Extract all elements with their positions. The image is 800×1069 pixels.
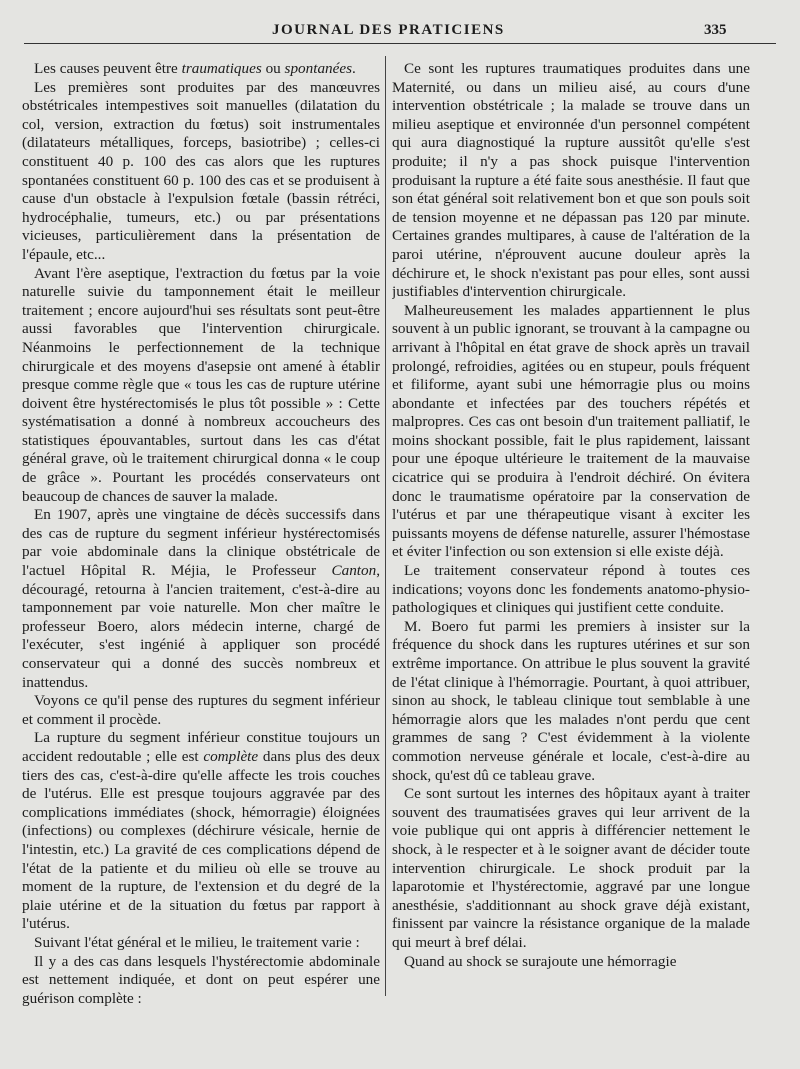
text-run: , découragé, retourna à l'ancien traitement, c'est-à-dire au tamponnement par voie naturelle. Mon cher maître le professeur Boero, alors médecin interne, chargé de l'exécuter, s'est ingénié à appliquer son procédé conservateur qui a donné des succès nombreux et inattendus. xyxy=(22,562,380,691)
emphasis-complete: complète xyxy=(203,747,259,765)
journal-title: JOURNAL DES PRATICIENS xyxy=(272,22,505,38)
text-run: En 1907, après une vingtaine de décès successifs dans des cas de rupture du segment inférieur hystérectomisés par voie abdominale dans la clinique obstétricale de l'actuel Hôpital R. Méjia, le Professeur xyxy=(22,506,380,580)
column-divider xyxy=(385,56,386,996)
text-run: La rupture du segment inférieur constitue toujours un accident redoutable ; elle est xyxy=(22,729,380,765)
paragraph-internes: Ce sont surtout les internes des hôpitaux ayant à traiter souvent des traumatisées graves qui leur arrivent de la voie publique qui ont appris à différencier nettement le shock, à le respecter et à le soigner avant de décider toute intervention chirurgicale. Le shock produit par la laparotomie et l'hystérectomie, aggravé par une longue anesthésie, s'additionnant au shock grave déjà existant, finissent par vaincre la résistance organique de la malade qui meurt à bref délai. xyxy=(392,785,750,951)
text-run: Les causes peuvent être xyxy=(34,60,182,77)
text-run: ou xyxy=(261,60,285,77)
paragraph-suivant: Suivant l'état général et le milieu, le traitement varie : xyxy=(34,933,360,951)
paragraph-ruptures-traumatiques: Ce sont les ruptures traumatiques produites dans une Maternité, ou dans un milieu aisé, au cours d'une intervention obstétricale ; la malade se trouve dans un milieu aseptique et environnée d'un personnel compétent qui aura diagnostiqué la rupture aussitôt qu'elle s'est produite; il n'y a pas shock puisque l'intervention produisant la rupture a été faite sous anesthésie. Il faut que son état général soit relativement bon et que son pouls soit de tension moyenne et ne dépassan pas 120 par minute. Certaines grandes multipares, à cause de l'altération de la paroi utérine, n'éprouvent aucune douleur après la déchirure et, le shock n'existant pas pour elles, sont aussi justifiables d'intervention chirurgicale. xyxy=(392,60,750,301)
paragraph-hysterectomie: Il y a des cas dans lesquels l'hystérectomie abdominale est nettement indiquée, et dont on peut espérer une guérison complète : xyxy=(22,952,380,1007)
right-column xyxy=(392,60,750,1010)
paragraph-rupture-segment xyxy=(22,729,380,934)
paragraph-malheureusement: Malheureusement les malades appartiennent le plus souvent à un public ignorant, se trouvant à la campagne ou arrivant à l'hôpital en état grave de shock après un travail prolongé, refroidies, agitées ou en stupeur, pouls fréquent et filiforme, ayant subi une hémorragie plus ou moins abondante et infectées par des touchers répétés et malpropres. Ces cas ont besoin d'un traitement palliatif, le moins shockant possible, fait le plus rapidement, laissant pour une époque ultérieure le traitement de la mauvaise cicatrice qui se produira à l'endroit déchiré. On évitera donc le traumatisme opératoire par la conservation de l'utérus et par une thérapeutique visant à exciter les puissants moyens de défense naturelle, assurer l'hémostase et éviter l'infection ou son extension si elle existe déjà. xyxy=(392,301,750,561)
left-column xyxy=(22,60,380,1010)
paragraph-premieres: Les premières sont produites par des manœuvres obstétricales intempestives soit manuelles (dilatation du col, version, extraction du fœtus) soit instrumentales (dilatateurs métalliques, forceps, basiotribe) ; celles-ci constituent 40 p. 100 des cas alors que les ruptures spontanées constituent 60 p. 100 des cas et se produisent à cause d'un obstacle à l'expulsion fœtale (bassin rétréci, hydrocéphalie, tumeurs, etc.) ou par présentations vicieuses, particulièrement dans la présentation de l'épaule, etc... xyxy=(22,78,380,263)
paragraph-traitement-conservateur: Le traitement conservateur répond à toutes ces indications; voyons donc les fondements anatomo-physio-pathologiques et cliniques qui justifient cette conduite. xyxy=(392,562,750,617)
text-run: . xyxy=(352,60,356,77)
paragraph-hemorragie: Quand au shock se surajoute une hémorragie xyxy=(404,952,677,970)
paragraph-1907 xyxy=(22,506,380,692)
emphasis-traumatiques: traumatiques xyxy=(181,60,262,77)
paragraph-boero-shock: M. Boero fut parmi les premiers à insister sur la fréquence du shock dans les ruptures utérines et sur son extrême importance. On attribue le plus souvent la gravité de l'état clinique à l'hémorragie. Pourtant, à quoi attribuer, sinon au shock, le tableau clinique tout semblable à une hémorragie alors que les malades n'ont perdu que cent grammes de sang ? C'est évidemment à la violente commotion nerveuse générale et locale, c'est-à-dire au shock, qu'est dû ce tableau grave. xyxy=(392,617,750,784)
text-run: dans plus des deux tiers des cas, c'est-à-dire qu'elle affecte les trois couches de l'utérus. Elle est presque toujours aggravée par des complications immédiates (shock, hémorragie) éloignées (infections) ou complexes (déchirure vésicale, hernie de l'intestin, etc.) La gravité de ces complications dépend de l'état de la patiente et du milieu où elle se trouve au moment de la rupture, de l'extension et du degré de la plaie utérine et de la situation du fœtus par rapport à l'utérus. xyxy=(22,747,380,933)
page-number: 335 xyxy=(704,22,727,38)
header-rule xyxy=(24,43,776,44)
emphasis-spontanees: spontanées xyxy=(284,60,353,77)
emphasis-canton: Canton xyxy=(331,562,377,580)
paragraph-voyons: Voyons ce qu'il pense des ruptures du segment inférieur et comment il procède. xyxy=(22,692,380,728)
paragraph-causes xyxy=(22,60,380,79)
page-header xyxy=(0,20,800,44)
paragraph-ere-aseptique: Avant l'ère aseptique, l'extraction du fœtus par la voie naturelle suivie du tamponnement était le meilleur traitement ; encore aujourd'hui ses résultats sont peut-être aussi favorables que l'intervention chirurgicale. Néanmoins le perfectionnement de la technique chirurgicale et des moyens d'asepsie ont amené à établir presque comme règle que « tous les cas de rupture utérine doivent être hystérectomisés le plus tôt possible » : Cette systématisation a donné à nombreux accoucheurs des statistiques épouvantables, surtout dans les cas d'état général grave, où le traitement chirurgical donna « le coup de grâce ». Pourtant les procédés conservateurs ont beaucoup de chances de sauver la malade. xyxy=(22,264,380,505)
